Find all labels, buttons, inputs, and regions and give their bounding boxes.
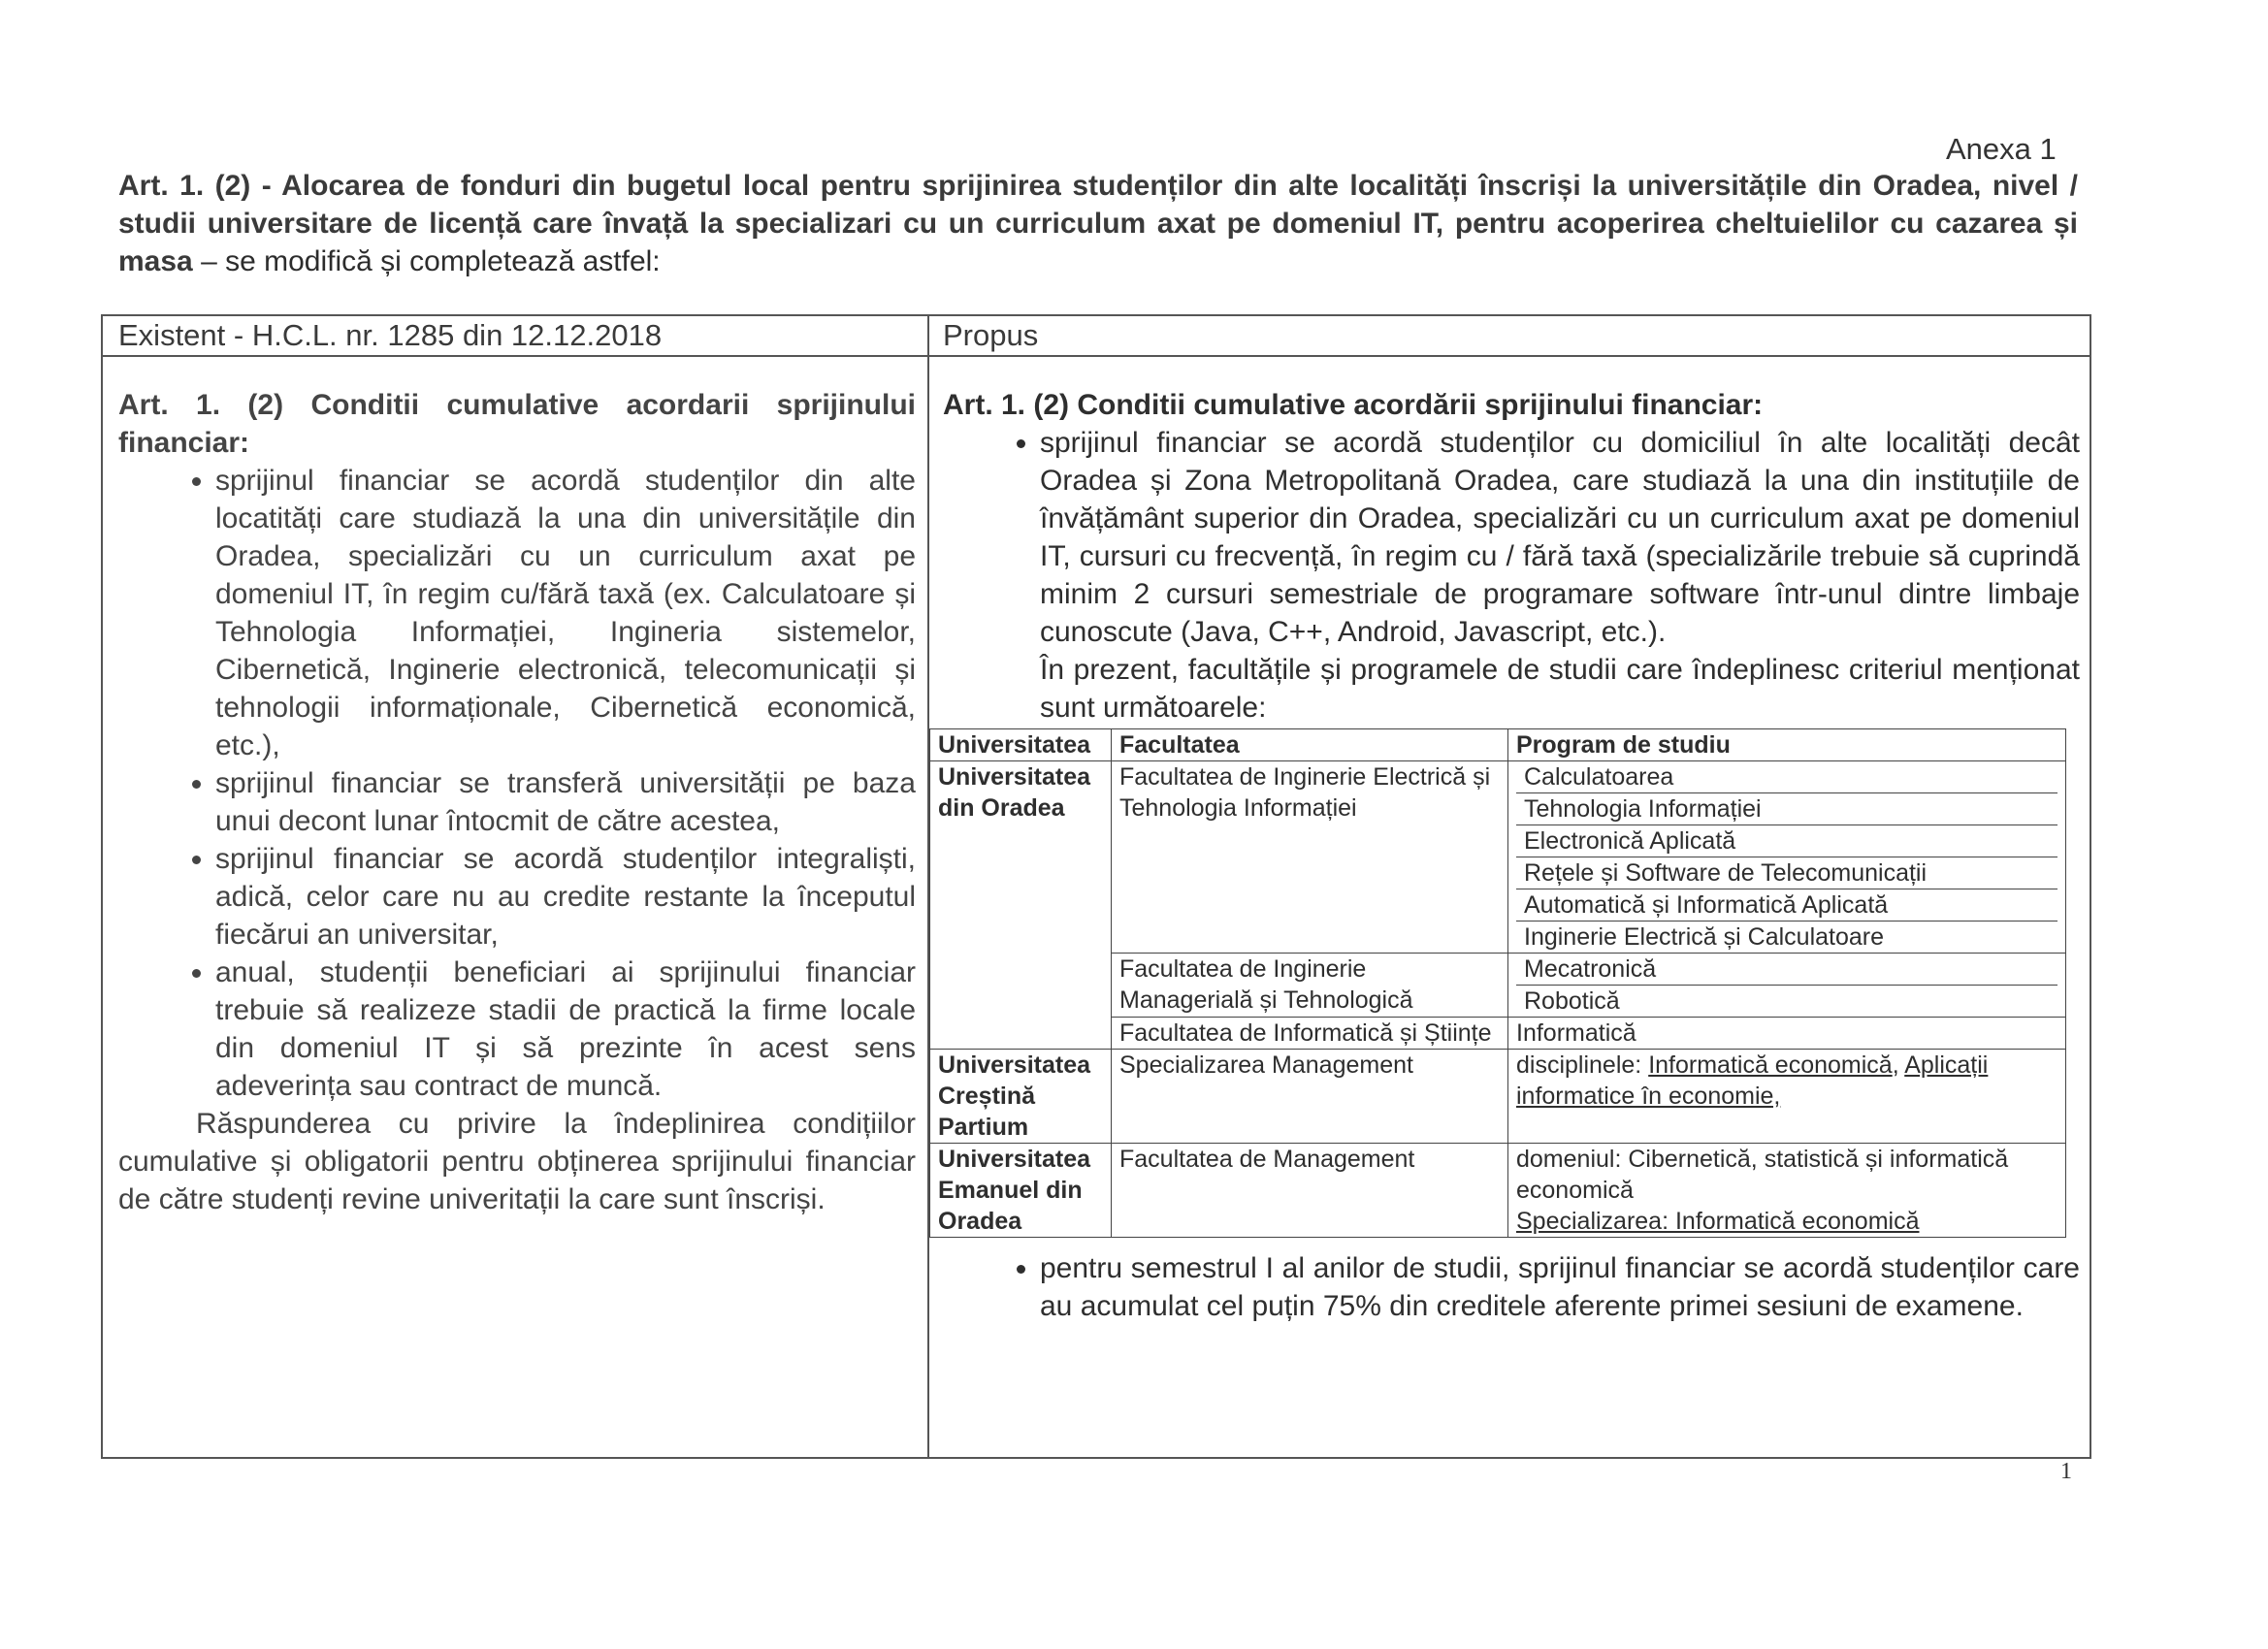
proposed-column [938, 386, 2080, 1325]
table-cell-programs [1508, 954, 2066, 1018]
table-row [930, 761, 2066, 954]
annex-label: Anexa 1 [1946, 132, 2057, 166]
existing-article-title: Art. 1. (2) Conditii cumulative acordarii sprijinului financiar: [118, 389, 916, 459]
existing-conditions-list [118, 462, 916, 1105]
header-divider [103, 355, 2090, 357]
existing-closing-paragraph: Răspunderea cu privire la îndeplinirea condițiilor cumulative și obligatorii pentru obținerea sprijinului financiar de către studenți revine univeritații la care sunt înscriși. [118, 1108, 916, 1215]
table-cell-university: Universitatea din Oradea [930, 761, 1112, 1050]
table-cell-faculty: Facultatea de Inginerie Electrică și Tehnologia Informației [1112, 761, 1508, 954]
list-item: • sprijinul financiar se transferă universității pe baza unui decont lunar întocmit de către acestea, [215, 764, 916, 840]
table-cell-university: Universitatea Emanuel din Oradea [930, 1144, 1112, 1238]
program-item: Electronică Aplicată [1516, 825, 2057, 857]
table-header-university: Universitatea [930, 729, 1112, 761]
table-cell-faculty: Facultatea de Inginerie Managerială și Tehnologică [1112, 954, 1508, 1018]
list-item: • anual, studenții beneficiari ai sprijinului financiar trebuie să realizeze stadii de practică la firme locale din domeniul IT și să prezinte în acest sens adeverința sau contract de muncă. [215, 954, 916, 1105]
program-line: Specializarea: Informatică economică [1516, 1208, 1920, 1235]
program-link: Aplicații informatice în economie, [1516, 1051, 1989, 1110]
page-number: 1 [2060, 1459, 2072, 1484]
list-item: • sprijinul financiar se acordă studenților integraliști, adică, celor care nu au credite restante la începutul fiecărui an universitar, [215, 840, 916, 954]
proposed-conditions-list-continued [943, 1249, 2080, 1325]
existing-column-header: Existent - H.C.L. nr. 1285 din 12.12.2018 [118, 318, 663, 352]
program-item: Calculatoarea [1516, 761, 2057, 793]
program-separator: , [1892, 1051, 1905, 1079]
table-cell-university: Universitatea Creștină Partium [930, 1050, 1112, 1144]
list-item: • pentru semestrul I al anilor de studii, sprijinul financiar se acordă studenților care au acumulat cel puțin 75% din creditele aferente primei sesiuni de examene. [1040, 1249, 2080, 1325]
proposed-article-title: Art. 1. (2) Conditii cumulative acordării sprijinului financiar: [943, 389, 1764, 421]
program-line: domeniul: Cibernetică, statistică și informatică economică [1516, 1146, 2009, 1204]
programs-table [929, 728, 2066, 1238]
table-cell-programs: Informatică [1508, 1018, 2066, 1050]
intro-bold-text: Art. 1. (2) - Alocarea de fonduri din bugetul local pentru sprijinirea studenților din alte localități înscriși la universitățile din Oradea, nivel / studii universitare de licență care învață la specializari cu un curriculum axat pe domeniul IT, pentru acoperirea cheltuielilor cu cazarea și masa [118, 170, 2078, 277]
program-item: Robotică [1524, 987, 1620, 1015]
table-cell-faculty: Facultatea de Management [1112, 1144, 1508, 1238]
table-row [930, 1144, 2066, 1238]
list-item: • sprijinul financiar se acordă studenților din alte locatități care studiază la una din universitățile din Oradea, specializări cu un curriculum axat pe domeniul IT, în regim cu/fără taxă (ex. Calculatoare și Tehnologia Informației, Ingineria sistemelor, Cibernetică, Inginerie electronică, telecomunicații și tehnologii informaționale, Cibernetică economică, etc.), [215, 462, 916, 764]
table-cell-programs [1508, 1144, 2066, 1238]
table-cell-faculty: Facultatea de Informatică și Științe [1112, 1018, 1508, 1050]
table-header-faculty: Facultatea [1112, 729, 1508, 761]
table-cell-programs [1508, 1050, 2066, 1144]
table-header-program: Program de studiu [1508, 729, 2066, 761]
existing-column [118, 386, 916, 1218]
intro-normal-text: – se modifică și completează astfel: [192, 245, 661, 277]
intro-paragraph [118, 167, 2078, 280]
program-item: Rețele și Software de Telecomunicații [1516, 857, 2057, 889]
table-cell-programs [1508, 761, 2066, 954]
proposed-intro-paragraph: În prezent, facultățile și programele de studii care îndeplinesc criteriul menționat sunt următoarele: [1040, 654, 2080, 724]
proposed-column-header: Propus [943, 318, 1039, 352]
program-link: Informatică economică [1648, 1051, 1893, 1079]
program-prefix: disciplinele: [1516, 1051, 1649, 1079]
comparison-table [101, 314, 2091, 1459]
program-item: Inginerie Electrică și Calculatoare [1524, 923, 1885, 951]
program-item: Tehnologia Informației [1516, 793, 2057, 825]
program-item: Mecatronică [1516, 954, 2057, 986]
list-item: • sprijinul financiar se acordă studenților cu domiciliul în alte localități decât Oradea și Zona Metropolitană Oradea, care studiază la una din instituțiile de învățământ superior din Oradea, specializări cu un curriculum axat pe domeniul IT, cursuri cu frecvență, în regim cu / fără taxă (specializările trebuie să cuprindă minim 2 cursuri semestriale de programare software într-unul dintre limbaje cunoscute (Java, C++, Android, Javascript, etc.). [1040, 424, 2080, 651]
proposed-conditions-list [943, 424, 2080, 651]
table-row [930, 1050, 2066, 1144]
program-item: Automatică și Informatică Aplicată [1516, 889, 2057, 922]
table-cell-faculty: Specializarea Management [1112, 1050, 1508, 1144]
